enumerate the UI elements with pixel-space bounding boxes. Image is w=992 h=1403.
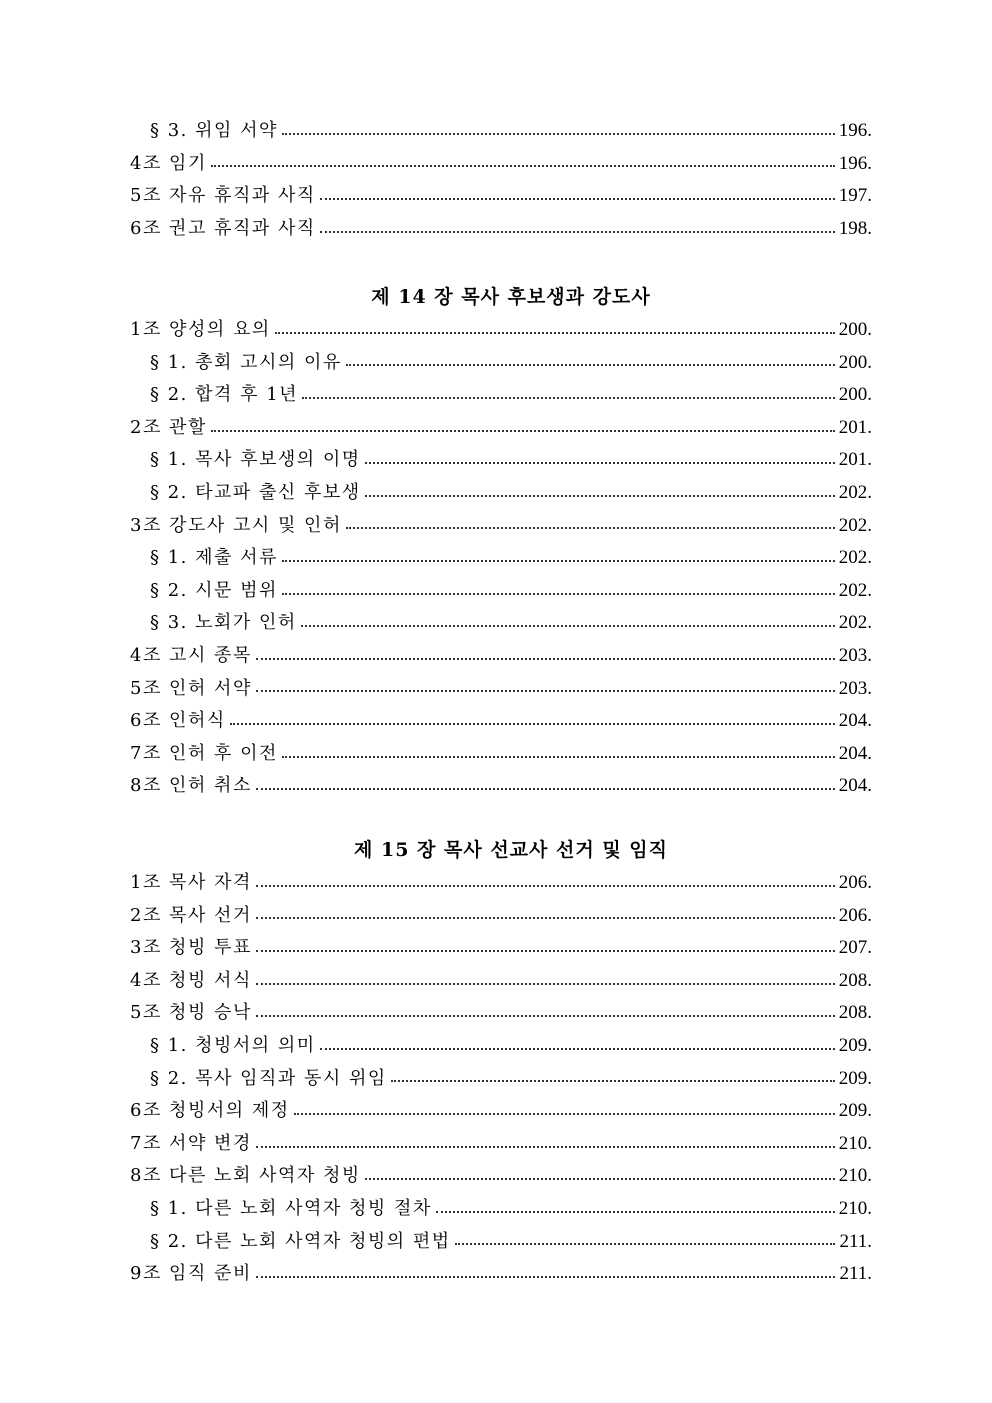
toc-subentry	[130, 1226, 872, 1259]
entry-page-number: 204.	[838, 710, 872, 732]
entry-page-number: 201.	[838, 449, 872, 471]
toc-entry	[130, 900, 872, 933]
entry-label: § 1. 청빙서의 의미	[150, 1034, 316, 1056]
entry-page-number: 209.	[838, 1100, 872, 1122]
dot-leader	[365, 1177, 835, 1180]
entry-label: 5조 인허 서약	[130, 677, 252, 699]
entry-page-number: 200.	[838, 319, 872, 340]
entry-label: 6조 청빙서의 제정	[130, 1100, 290, 1122]
chapter-heading: 제 14 장 목사 후보생과 강도사	[371, 286, 651, 308]
toc-entry	[130, 180, 872, 213]
entry-page-number: 201.	[838, 416, 872, 438]
entry-label: 6조 인허식	[130, 710, 226, 732]
entry-page-number: 206.	[838, 904, 872, 926]
toc-subentry	[130, 1193, 872, 1226]
entry-label: § 2. 다른 노회 사역자 청빙의 편법	[150, 1230, 451, 1252]
dot-leader	[365, 461, 835, 464]
dot-leader	[320, 1047, 835, 1050]
dot-leader	[256, 982, 835, 985]
entry-label: 7조 인허 후 이전	[130, 742, 278, 764]
toc-entry	[130, 997, 872, 1030]
entry-page-number: 204.	[838, 775, 872, 797]
dot-leader	[282, 592, 835, 595]
entry-label: 2조 목사 선거	[130, 904, 252, 926]
chapter-heading: 제 15 장 목사 선교사 선거 및 임직	[354, 839, 668, 861]
entry-label: 3조 청빙 투표	[130, 937, 252, 959]
dot-leader	[455, 1242, 836, 1245]
entry-page-number: 202.	[838, 481, 872, 503]
toc-entry	[130, 1095, 872, 1128]
dot-leader	[346, 363, 835, 366]
toc-entry	[130, 148, 872, 181]
entry-page-number: 203.	[838, 644, 872, 666]
entry-label: § 2. 시문 범위	[150, 579, 278, 601]
dot-leader	[211, 429, 835, 432]
toc-entry	[130, 770, 872, 803]
entry-page-number: 200.	[838, 351, 872, 373]
entry-page-number: 209.	[838, 1034, 872, 1056]
dot-leader	[346, 526, 835, 529]
entry-label: 4조 청빙 서식	[130, 969, 252, 991]
entry-label: § 1. 다른 노회 사역자 청빙 절차	[150, 1197, 432, 1219]
entry-page-number: 204.	[838, 742, 872, 764]
entry-page-number: 196.	[838, 152, 872, 174]
entry-page-number: 207.	[838, 937, 872, 959]
dot-leader	[256, 949, 835, 952]
dot-leader	[256, 689, 835, 692]
entry-label: 7조 서약 변경	[130, 1132, 252, 1154]
entry-page-number: 210.	[838, 1132, 872, 1154]
entry-page-number: 198.	[838, 217, 872, 239]
dot-leader	[275, 331, 835, 334]
entry-label: § 3. 위임 서약	[150, 120, 278, 141]
dot-leader	[256, 916, 835, 919]
toc-subentry	[130, 575, 872, 608]
toc-section-chapter-15	[130, 833, 872, 1291]
toc-subentry	[130, 347, 872, 380]
toc-entry	[130, 705, 872, 738]
toc-entry	[130, 965, 872, 998]
dot-leader	[230, 722, 835, 725]
entry-page-number: 210.	[838, 1165, 872, 1187]
toc-entry	[130, 314, 872, 347]
toc-entry	[130, 738, 872, 771]
entry-label: 8조 인허 취소	[130, 775, 252, 797]
entry-label: § 2. 목사 임직과 동시 위임	[150, 1067, 387, 1089]
entry-page-number: 211.	[839, 1230, 872, 1252]
dot-leader	[301, 624, 835, 627]
dot-leader	[282, 755, 835, 758]
entry-label: 8조 다른 노회 사역자 청빙	[130, 1165, 361, 1187]
dot-leader	[256, 1145, 835, 1148]
entry-label: 4조 임기	[130, 152, 207, 174]
toc-entry	[130, 213, 872, 246]
toc-section-continued	[130, 115, 872, 245]
entry-label: 1조 목사 자격	[130, 872, 252, 893]
entry-page-number: 196.	[838, 120, 872, 141]
entry-label: 2조 관할	[130, 416, 207, 438]
toc-subentry	[130, 379, 872, 412]
entry-label: § 2. 타교파 출신 후보생	[150, 481, 361, 503]
entry-label: § 2. 합격 후 1년	[150, 384, 299, 406]
toc-subentry	[130, 1030, 872, 1063]
dot-leader	[365, 494, 835, 497]
entry-page-number: 203.	[838, 677, 872, 699]
toc-subentry	[130, 477, 872, 510]
entry-label: 6조 권고 휴직과 사직	[130, 217, 316, 239]
toc-subentry	[130, 607, 872, 640]
dot-leader	[211, 164, 835, 167]
dot-leader	[320, 197, 835, 200]
entry-page-number: 197.	[838, 185, 872, 207]
dot-leader	[282, 132, 835, 135]
entry-label: 4조 고시 종목	[130, 644, 252, 666]
dot-leader	[256, 787, 835, 790]
dot-leader	[256, 1014, 835, 1017]
entry-page-number: 208.	[838, 969, 872, 991]
dot-leader	[256, 1275, 836, 1278]
entry-page-number: 206.	[838, 872, 872, 893]
entry-page-number: 202.	[838, 514, 872, 536]
toc-entry	[130, 510, 872, 543]
dot-leader	[256, 884, 835, 887]
toc-entry	[130, 673, 872, 706]
entry-page-number: 202.	[838, 612, 872, 634]
entry-page-number: 210.	[838, 1197, 872, 1219]
toc-subentry	[130, 1063, 872, 1096]
entry-label: 3조 강도사 고시 및 인허	[130, 514, 342, 536]
entry-page-number: 211.	[839, 1263, 872, 1285]
entry-page-number: 202.	[838, 547, 872, 569]
toc-entry	[130, 412, 872, 445]
entry-label: 1조 양성의 요의	[130, 319, 271, 340]
toc-entry	[130, 867, 872, 900]
entry-label: § 1. 목사 후보생의 이명	[150, 449, 361, 471]
entry-label: 9조 임직 준비	[130, 1263, 252, 1285]
dot-leader	[282, 559, 835, 562]
toc-entry	[130, 1128, 872, 1161]
entry-page-number: 209.	[838, 1067, 872, 1089]
entry-page-number: 200.	[838, 384, 872, 406]
toc-subentry	[130, 115, 872, 148]
dot-leader	[302, 396, 835, 399]
toc-entry	[130, 640, 872, 673]
toc-entry	[130, 932, 872, 965]
toc-section-chapter-14	[130, 280, 872, 803]
dot-leader	[391, 1079, 835, 1082]
toc-entry	[130, 1160, 872, 1193]
toc-subentry	[130, 542, 872, 575]
dot-leader	[436, 1210, 835, 1213]
toc-entry	[130, 1258, 872, 1291]
entry-label: § 1. 제출 서류	[150, 547, 278, 569]
entry-page-number: 208.	[838, 1002, 872, 1024]
entry-label: § 3. 노회가 인허	[150, 612, 297, 634]
dot-leader	[320, 230, 835, 233]
dot-leader	[256, 657, 835, 660]
dot-leader	[294, 1112, 835, 1115]
entry-page-number: 202.	[838, 579, 872, 601]
entry-label: 5조 자유 휴직과 사직	[130, 185, 316, 207]
entry-label: § 1. 총회 고시의 이유	[150, 351, 342, 373]
entry-label: 5조 청빙 승낙	[130, 1002, 252, 1024]
toc-subentry	[130, 444, 872, 477]
